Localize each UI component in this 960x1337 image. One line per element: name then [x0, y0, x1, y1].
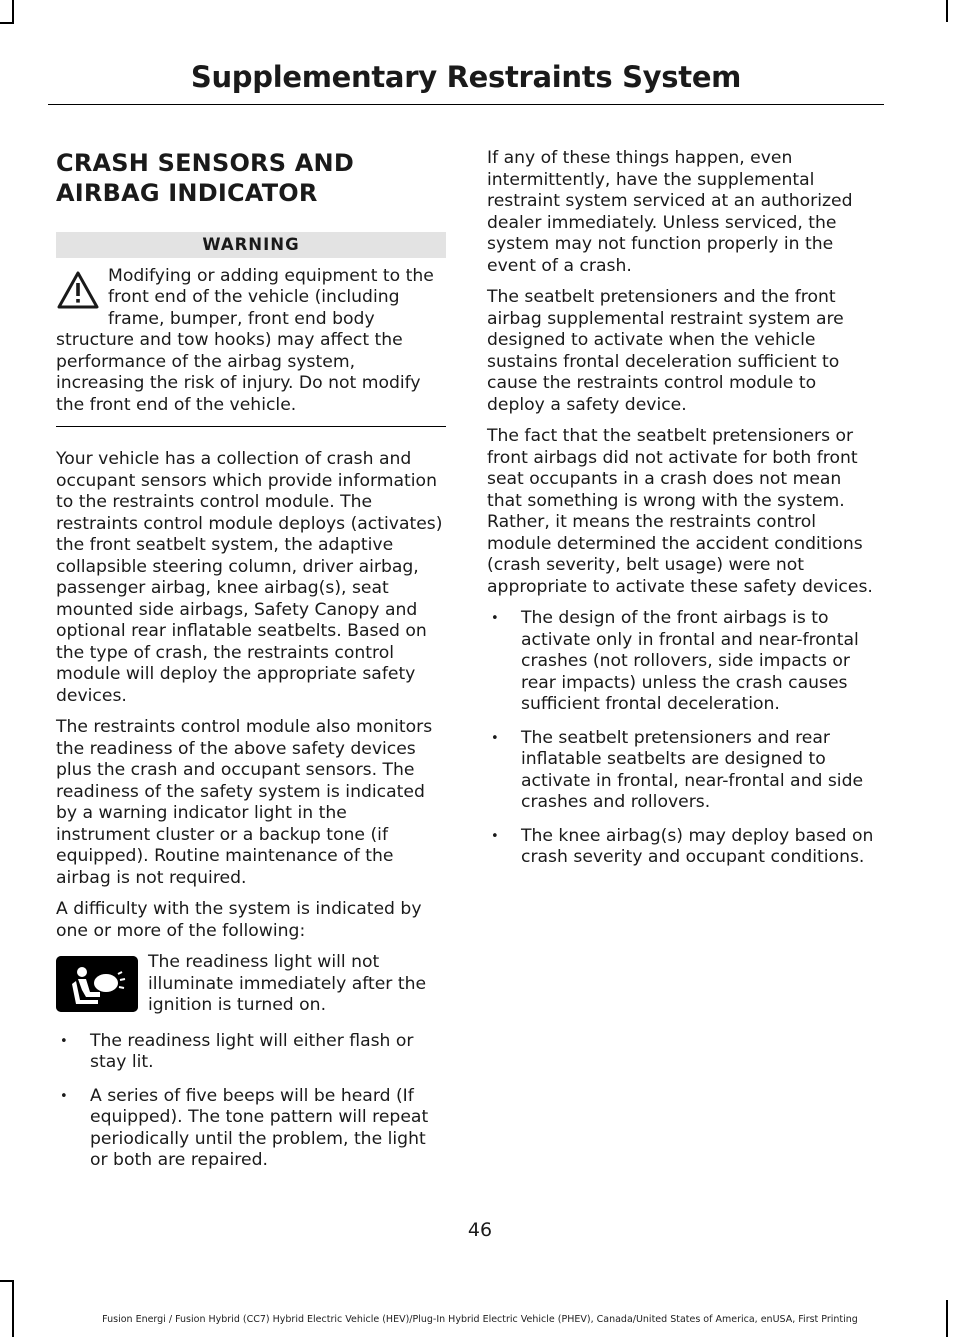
right-paragraph-3: The fact that the seatbelt pretensioners or front airbags did not activate for both front seat occupants in a crash does not mean that something is wrong with the system. Rather, it means the restraints control module determined the accident conditions (crash severity, belt usage) were not appropriate to activate these safety devices. [487, 426, 873, 597]
right-column [487, 148, 879, 881]
list-item: • The design of the front airbags is to activate only in frontal and near-frontal crashes (not rollovers, side impacts or rear impacts) unless the crash causes sufficient frontal deceleration. [487, 608, 879, 716]
indicator-text: The readiness light will not illuminate immediately after the ignition is turned on. [148, 952, 427, 1015]
warning-rule [56, 426, 446, 427]
warning-label: WARNING [56, 232, 446, 258]
left-paragraph-3: A difficulty with the system is indicated by one or more of the following: [56, 899, 422, 941]
left-bullet-list [56, 1031, 446, 1172]
right-paragraph-1: If any of these things happen, even intermittently, have the supplemental restraint system serviced at an authorized dealer immediately. Unless serviced, the system may not function properly in the event of a crash. [487, 148, 853, 276]
list-item: • The seatbelt pretensioners and rear inflatable seatbelts are designed to activate in frontal, near-frontal and side crashes and rollovers. [487, 728, 879, 814]
warning-text: Modifying or adding equipment to the front end of the vehicle (including frame, bumper, front end body structure and tow hooks) may affect the performance of the airbag system, increasing the risk of injury. Do not modify the front end of the vehicle. [56, 265, 434, 415]
crop-mark-bottom-left [12, 1280, 14, 1337]
left-column [56, 148, 446, 1184]
list-item: • The readiness light will either flash or stay lit. [56, 1031, 446, 1074]
right-bullet-list [487, 608, 879, 869]
crop-mark-top-left [12, 0, 14, 22]
list-item: • The knee airbag(s) may deploy based on crash severity and occupant conditions. [487, 826, 879, 869]
list-item: • A series of five beeps will be heard (If equipped). The tone pattern will repeat periodically until the problem, the light or both are repaired. [56, 1086, 446, 1172]
page-header-title: Supplementary Restraints System [190, 60, 742, 94]
warning-text-block [56, 266, 446, 417]
section-title-line1: CRASH SENSORS AND [56, 149, 354, 177]
left-paragraph-1: Your vehicle has a collection of crash and occupant sensors which provide information to the restraints control module. The restraints control module deploys (activates) the front seatbelt system, the adaptive collapsible steering column, driver airbag, passenger airbag, knee airbag(s), seat mounted side airbags, Safety Canopy and optional rear inflatable seatbelts. Based on the type of crash, the restraints control module will deploy the appropriate safety devices. [56, 449, 443, 706]
crop-mark-top-left-h [0, 22, 14, 24]
section-title [56, 148, 446, 208]
page-number: 46 [467, 1219, 493, 1241]
header-rule [48, 104, 884, 105]
airbag-warning-icon [56, 956, 138, 1012]
crop-mark-top-right [946, 0, 948, 22]
left-paragraph-2: The restraints control module also monitors the readiness of the above safety devices plus the crash and occupant sensors. The readiness of the safety system is indicated by a warning indicator light in the instrument cluster or a backup tone (if equipped). Routine maintenance of the airbag is not required. [56, 717, 433, 888]
indicator-row [56, 952, 446, 1017]
right-paragraph-2: The seatbelt pretensioners and the front airbag supplemental restraint system are designed to activate when the vehicle sustains frontal deceleration sufficient to cause the restraints control module to deploy a safety device. [487, 287, 844, 415]
footer-text: Fusion Energi / Fusion Hybrid (CC7) Hybrid Electric Vehicle (HEV)/Plug-In Hybrid Electric Vehicle (PHEV), Canada/United States of America, enUSA, First Printing [102, 1314, 858, 1325]
crop-mark-bottom-left-h [0, 1280, 14, 1282]
warning-triangle-icon [56, 270, 100, 310]
section-title-line2: AIRBAG INDICATOR [56, 179, 318, 207]
